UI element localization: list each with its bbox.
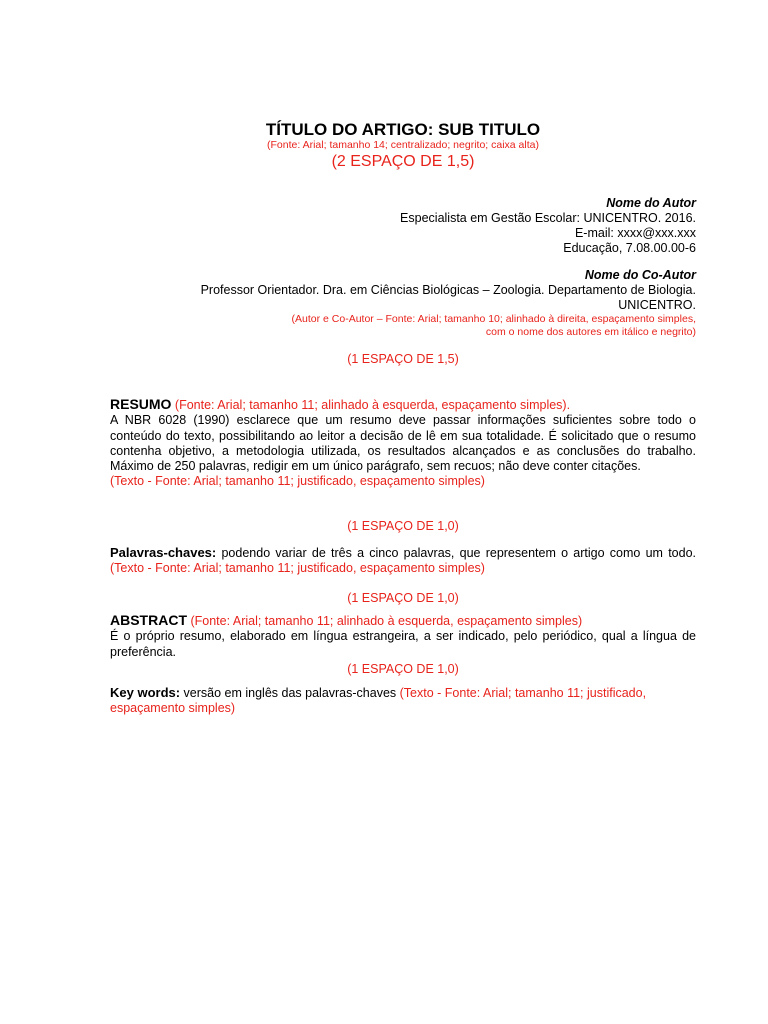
author-area: Educação, 7.08.00.00-6 <box>563 241 696 255</box>
resumo-text: A NBR 6028 (1990) esclarece que um resumo deve passar informações suficientes sobre todo o conteúdo do texto, possibilitando ao leitor a decisão de lê em sua totalidade. É solicitado que o resumo contenha objetivo, a metodologia utilizada, os resultados alcançados e as conclusões do trabalho. Máximo de 250 palavras, redigir em um único parágrafo, sem recuos; não deve conter citações. <box>110 413 696 474</box>
spacing-note-1-5: (1 ESPAÇO DE 1,5) <box>347 352 459 366</box>
abstract-heading-note: (Fonte: Arial; tamanho 11; alinhado à esquerda, espaçamento simples) <box>187 614 583 628</box>
key-words-format-note: (Texto - Fonte: Arial; tamanho 11; justificado, espaçamento simples) <box>110 686 647 716</box>
spacing-note-1-0-b: (1 ESPAÇO DE 1,0) <box>347 591 459 605</box>
abstract-section <box>110 613 696 660</box>
author-email: E-mail: xxxx@xxx.xxx <box>574 226 696 240</box>
palavras-chaves-format-note: (Texto - Fonte: Arial; tamanho 11; justificado, espaçamento simples) <box>110 561 485 576</box>
coauthor-institution: UNICENTRO. <box>618 298 696 312</box>
author-credential: Especialista em Gestão Escolar: UNICENTRO. 2016. <box>400 211 696 225</box>
palavras-chaves-text: podendo variar de três a cinco palavras, que representem o artigo como um todo. <box>216 546 696 560</box>
key-words-label: Key words: <box>110 685 181 700</box>
title-format-note: (Fonte: Arial; tamanho 14; centralizado; negrito; caixa alta) <box>267 139 539 151</box>
abstract-heading: ABSTRACT <box>110 612 187 628</box>
palavras-chaves-section <box>110 545 696 577</box>
palavras-chaves-label: Palavras-chaves: <box>110 545 217 560</box>
coauthor-name: Nome do Co-Autor <box>584 268 696 282</box>
author-format-note-line2: com o nome dos autores em itálico e negrito) <box>485 326 696 338</box>
resumo-heading-note: (Fonte: Arial; tamanho 11; alinhado à esquerda, espaçamento simples). <box>171 398 571 412</box>
author-name: Nome do Autor <box>606 196 696 210</box>
title-spacing-note: (2 ESPAÇO DE 1,5) <box>331 153 475 170</box>
resumo-format-note: (Texto - Fonte: Arial; tamanho 11; justificado, espaçamento simples) <box>110 474 485 489</box>
article-title: TÍTULO DO ARTIGO: SUB TITULO <box>265 120 541 139</box>
coauthor-credential: Professor Orientador. Dra. em Ciências Biológicas – Zoologia. Departamento de Biologia. <box>200 283 696 297</box>
key-words-text: versão em inglês das palavras-chaves <box>180 686 397 700</box>
key-words-section <box>110 685 696 717</box>
author-format-note-line1: (Autor e Co-Autor – Fonte: Arial; tamanho 10; alinhado à direita, espaçamento simples, <box>291 313 696 325</box>
spacing-note-1-0-c: (1 ESPAÇO DE 1,0) <box>347 662 459 676</box>
abstract-text: É o próprio resumo, elaborado em língua estrangeira, a ser indicado, pelo periódico, qual a língua de preferência. <box>110 629 696 659</box>
spacing-note-1-0-a: (1 ESPAÇO DE 1,0) <box>347 519 459 533</box>
resumo-section <box>110 397 696 490</box>
resumo-heading: RESUMO <box>110 396 172 412</box>
